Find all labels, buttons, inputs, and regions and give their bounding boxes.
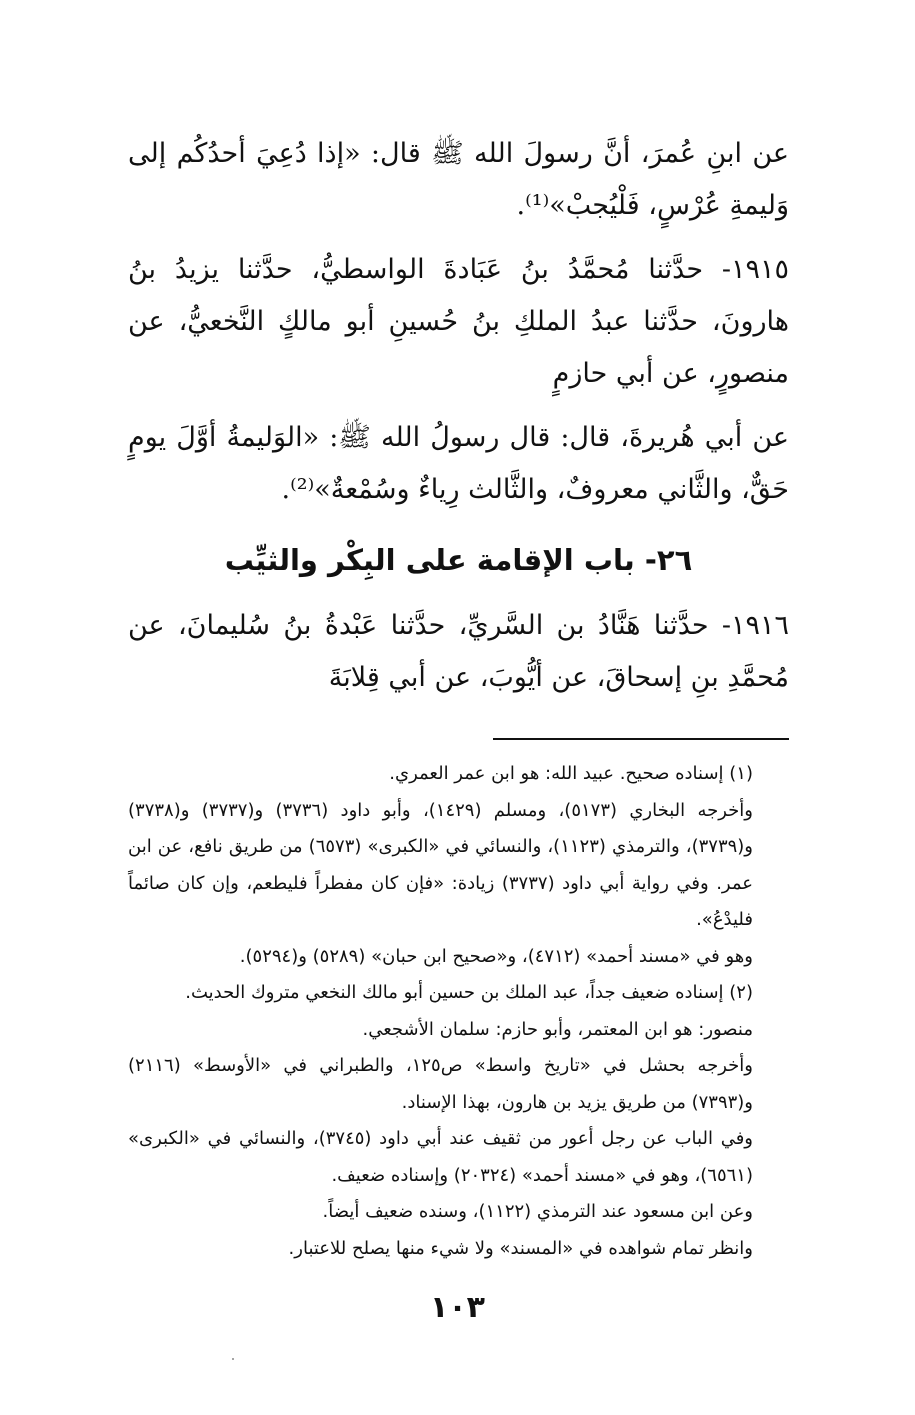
- hadith-1915-isnad: ١٩١٥- حدَّثنا مُحمَّدُ بنُ عَبَادةَ الواسطيُّ، حدَّثنا يزيدُ بنُ هارونَ، حدَّثنا عبدُ الملكِ بنُ حُسينِ أبو مالكٍ النَّخعيُّ، عن منصورٍ، عن أبي حازمٍ: [128, 254, 789, 389]
- footnote-1-musnad: وهو في «مسند أحمد» (٤٧١٢)، و«صحيح ابن حبان» (٥٢٨٩) و(٥٢٩٤).: [239, 945, 753, 967]
- footnote-2-mansur: منصور: هو ابن المعتمر، وأبو حازم: سلمان الأشجعي.: [362, 1018, 753, 1040]
- hadith-1916-isnad: ١٩١٦- حدَّثنا هَنَّادُ بن السَّريِّ، حدَّثنا عَبْدةُ بنُ سُليمانَ، عن مُحمَّدِ بنِ إسحاقَ، عن أيُّوبَ، عن أبي قِلابَةَ: [128, 610, 789, 693]
- footnote-2-takhrij: وأخرجه بحشل في «تاريخ واسط» ص١٢٥، والطبراني في «الأوسط» (٢١١٦) و(٧٣٩٣) من طريق يزيد بن هارون، بهذا الإسناد.: [128, 1055, 753, 1113]
- hadith-1915-text: عن أبي هُريرةَ، قال: قال رسولُ الله ﷺ: «الوَليمةُ أوَّلَ يومٍ حَقٌّ، والثَّاني معروفٌ، والثَّالث رِياءٌ وسُمْعةٌ»⁽²⁾.: [128, 422, 789, 505]
- page-number: ١٠٣: [430, 1290, 485, 1325]
- footnote-2-ibn-masud: وعن ابن مسعود عند الترمذي (١١٢٢)، وسنده ضعيف أيضاً.: [322, 1201, 753, 1222]
- footnote-2-bab: وفي الباب عن رجل أعور من ثقيف عند أبي داود (٣٧٤٥)، والنسائي في «الكبرى» (٦٥٦١)، وهو في «مسند أحمد» (٢٠٣٢٤) وإسناده ضعيف.: [128, 1128, 753, 1186]
- footnote-divider: [493, 738, 789, 740]
- footnotes: [128, 756, 789, 1267]
- footnote-1-takhrij: وأخرجه البخاري (٥١٧٣)، ومسلم (١٤٢٩)، وأبو داود (٣٧٣٦) و(٣٧٣٧) و(٣٧٣٨) و(٣٧٣٩)، والترمذي (١١٢٣)، والنسائي في «الكبرى» (٦٥٧٣) من طريق نافع، عن ابن عمر. وفي رواية أبي داود (٣٧٣٧) زيادة: «فإن كان مفطراً فليطعم، وإن كان صائماً فليدْعُ».: [128, 799, 753, 930]
- hadith-text-1: عن ابنِ عُمرَ، أنَّ رسولَ الله ﷺ قال: «إذا دُعِيَ أحدُكُم إلى وَليمةِ عُرْسٍ، فَلْيُجبْ»⁽¹⁾.: [128, 138, 789, 221]
- scan-speck: [232, 1358, 234, 1360]
- footnote-2-shawahid: وانظر تمام شواهده في «المسند» ولا شيء منها يصلح للاعتبار.: [288, 1237, 753, 1259]
- book-page: [128, 128, 789, 1267]
- footnote-2: (٢) إسناده ضعيف جداً، عبد الملك بن حسين أبو مالك النخعي متروك الحديث.: [185, 982, 753, 1003]
- footnote-1: (١) إسناده صحيح. عبيد الله: هو ابن عمر العمري.: [389, 763, 753, 784]
- chapter-heading: ٢٦- باب الإقامة على البِكْر والثيِّب: [224, 543, 693, 577]
